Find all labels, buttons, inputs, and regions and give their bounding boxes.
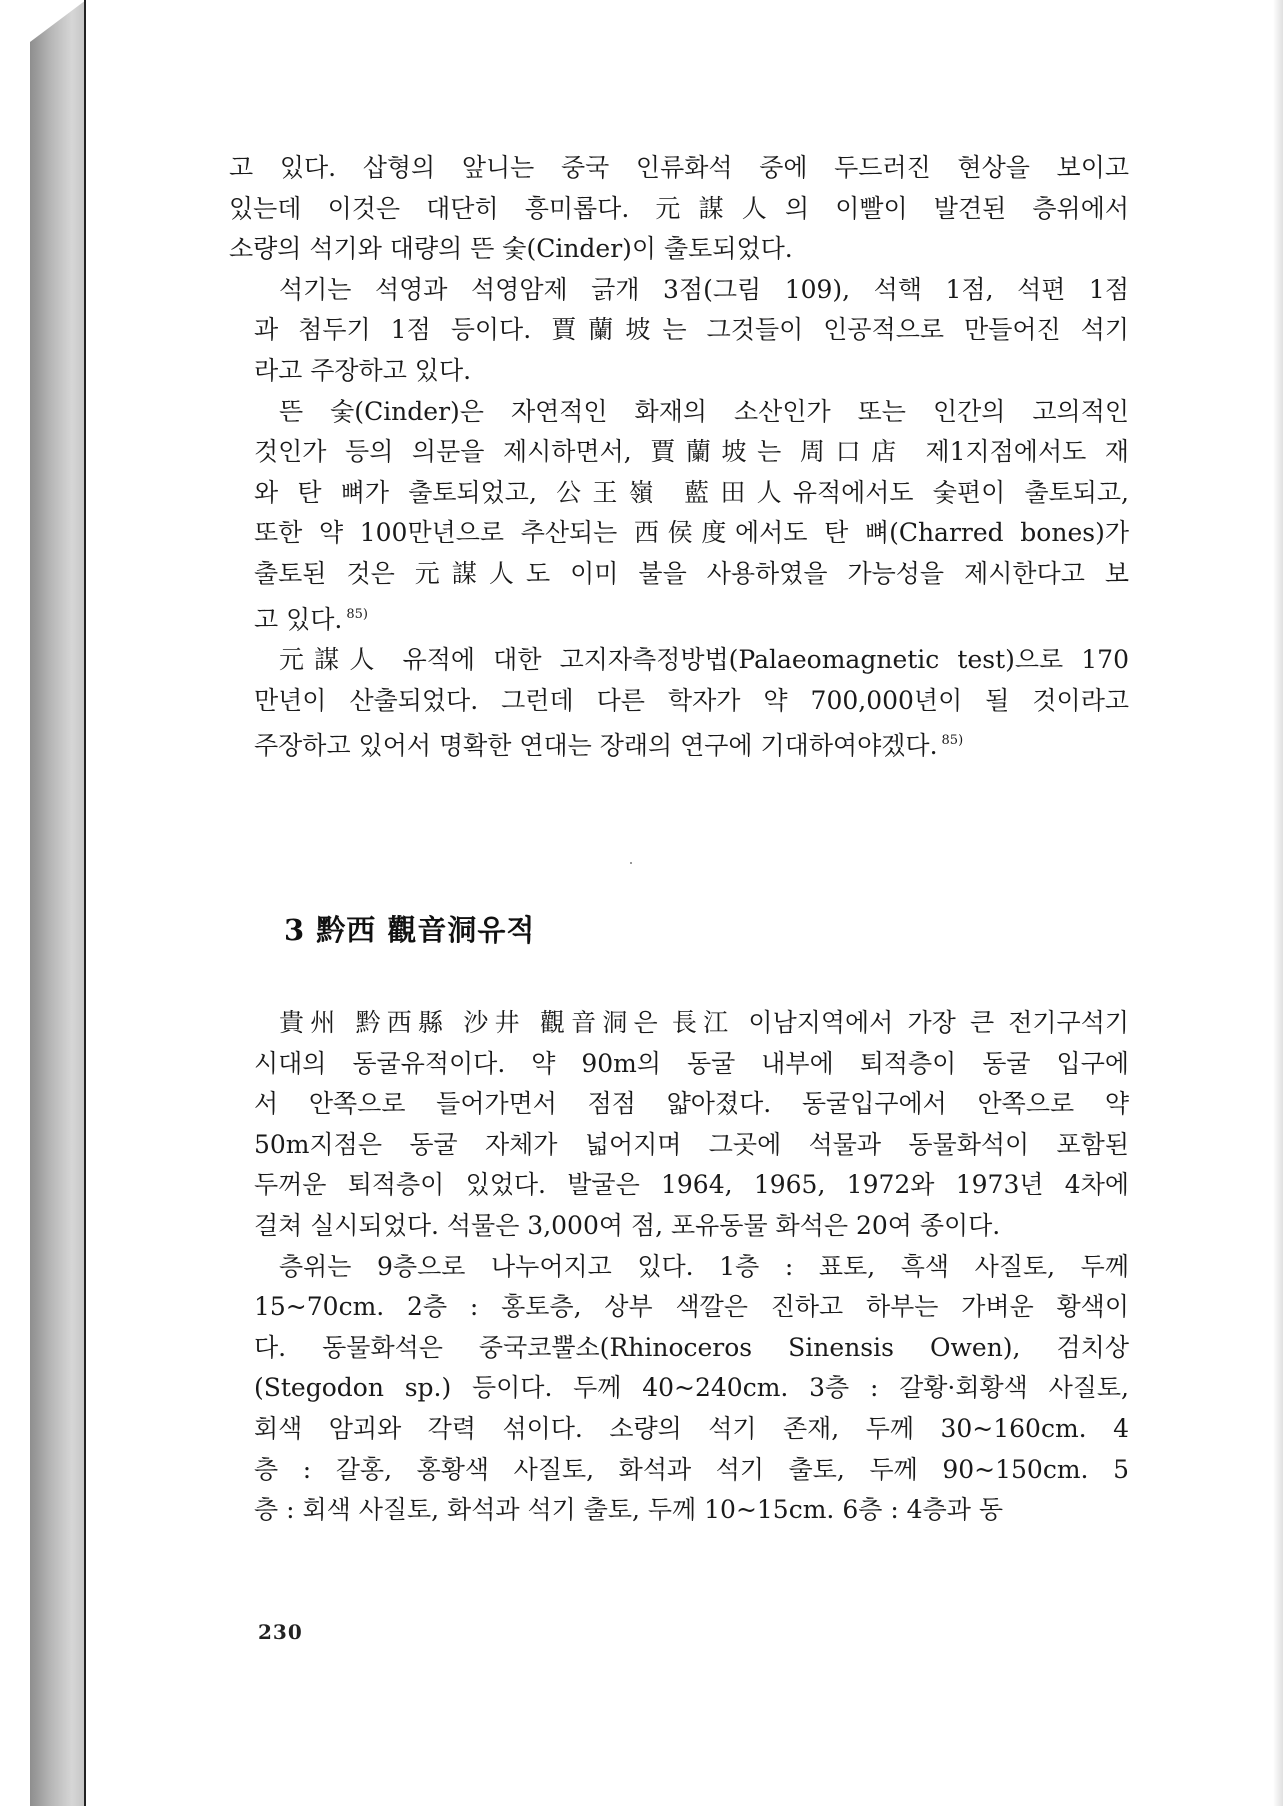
paragraph <box>229 148 1129 270</box>
text-line: 라고 주장하고 있다. <box>254 355 472 385</box>
text-line: 貴州 黔西縣 沙井 觀音洞은 長江 이남지역에서 가장 큰 전기구석기 <box>279 1008 1129 1037</box>
text-line: 서 안쪽으로 들어가면서 점점 얇아졌다. 동굴입구에서 안쪽으로 약 <box>254 1089 1129 1119</box>
text-line: 15~70cm. 2층 : 홍토층, 상부 색깔은 진하고 하부는 가벼운 황색이 <box>254 1292 1129 1322</box>
footnote-marker: 85) <box>346 606 368 622</box>
section-title: 3 黔西 觀音洞유적 <box>284 913 536 947</box>
text-line: 것인가 등의 의문을 제시하면서, 賈蘭坡는 周口店 제1지점에서도 재 <box>254 437 1129 467</box>
text-line: 석기는 석영과 석영암제 긁개 3점(그림 109), 석핵 1점, 석편 1점 <box>279 274 1129 304</box>
text-line: 와 탄 뼈가 출토되었고, 公王嶺 藍田人유적에서도 숯편이 출토되고, <box>254 477 1129 507</box>
text-line: 다. 동물화석은 중국코뿔소(Rhinoceros Sinensis Owen), 검치상 <box>254 1332 1129 1362</box>
paragraph <box>229 1247 1129 1531</box>
text-line: 걸쳐 실시되었다. 석물은 3,000여 점, 포유동물 화석은 20여 종이다. <box>254 1210 1001 1240</box>
paragraph <box>229 270 1129 392</box>
text-line: 있는데 이것은 대단히 흥미롭다. 元謀人의 이빨이 발견된 층위에서 <box>229 193 1129 223</box>
text-line: 만년이 산출되었다. 그런데 다른 학자가 약 700,000년이 될 것이라고 <box>254 685 1129 715</box>
footnote-marker: 85) <box>941 733 964 749</box>
text-line: 층위는 9층으로 나누어지고 있다. 1층 : 표토, 흑색 사질토, 두께 <box>279 1251 1129 1281</box>
text-line: 회색 암괴와 각력 섞이다. 소량의 석기 존재, 두께 30~160cm. 4 <box>254 1413 1129 1443</box>
text-line: 주장하고 있어서 명확한 연대는 장래의 연구에 기대하여야겠다. $^{85)}$ <box>254 731 964 761</box>
page-edge-shadow <box>1273 0 1283 1806</box>
paragraph <box>229 640 1129 767</box>
paragraph <box>229 1003 1129 1247</box>
text-line: 50m지점은 동굴 자체가 넓어지며 그곳에 석물과 동물화석이 포함된 <box>254 1129 1129 1159</box>
text-line: 시대의 동굴유적이다. 약 90m의 동굴 내부에 퇴적층이 동굴 입구에 <box>254 1048 1129 1078</box>
page-number: 230 <box>258 1620 303 1644</box>
text-line: 또한 약 100만년으로 추산되는 西侯度에서도 탄 뼈(Charred bones)가 <box>254 518 1129 548</box>
book-spine <box>30 0 86 1806</box>
text-line: 출토된 것은 元謀人도 이미 불을 사용하였을 가능성을 제시한다고 보 <box>254 558 1129 588</box>
paragraph <box>229 392 1129 641</box>
text-line: 元謀人 유적에 대한 고지자측정방법(Palaeomagnetic test)으로 170 <box>279 645 1129 675</box>
text-line: 고 있다. 삽형의 앞니는 중국 인류화석 중에 두드러진 현상을 보이고 <box>229 153 1129 182</box>
body-text-bottom <box>229 1003 1129 1531</box>
text-line: (Stegodon sp.) 등이다. 두께 40~240cm. 3층 : 갈황·회황색 사질토, <box>254 1373 1129 1403</box>
body-text-top <box>229 148 1129 767</box>
text-line: 두꺼운 퇴적층이 있었다. 발굴은 1964, 1965, 1972와 1973년 4차에 <box>254 1170 1129 1200</box>
text-line: 과 첨두기 1점 등이다. 賈蘭坡는 그것들이 인공적으로 만들어진 석기 <box>254 315 1129 345</box>
scan-speck <box>630 862 632 864</box>
text-line: 고 있다. $^{85)}$ <box>254 604 368 634</box>
text-line: 뜬 숯(Cinder)은 자연적인 화재의 소산인가 또는 인간의 고의적인 <box>279 396 1129 426</box>
text-line: 층 : 회색 사질토, 화석과 석기 출토, 두께 10~15cm. 6층 : 4층과 동 <box>254 1495 1003 1525</box>
text-line: 층 : 갈홍, 홍황색 사질토, 화석과 석기 출토, 두께 90~150cm. 5 <box>254 1454 1129 1484</box>
text-line: 소량의 석기와 대량의 뜬 숯(Cinder)이 출토되었다. <box>229 234 793 264</box>
